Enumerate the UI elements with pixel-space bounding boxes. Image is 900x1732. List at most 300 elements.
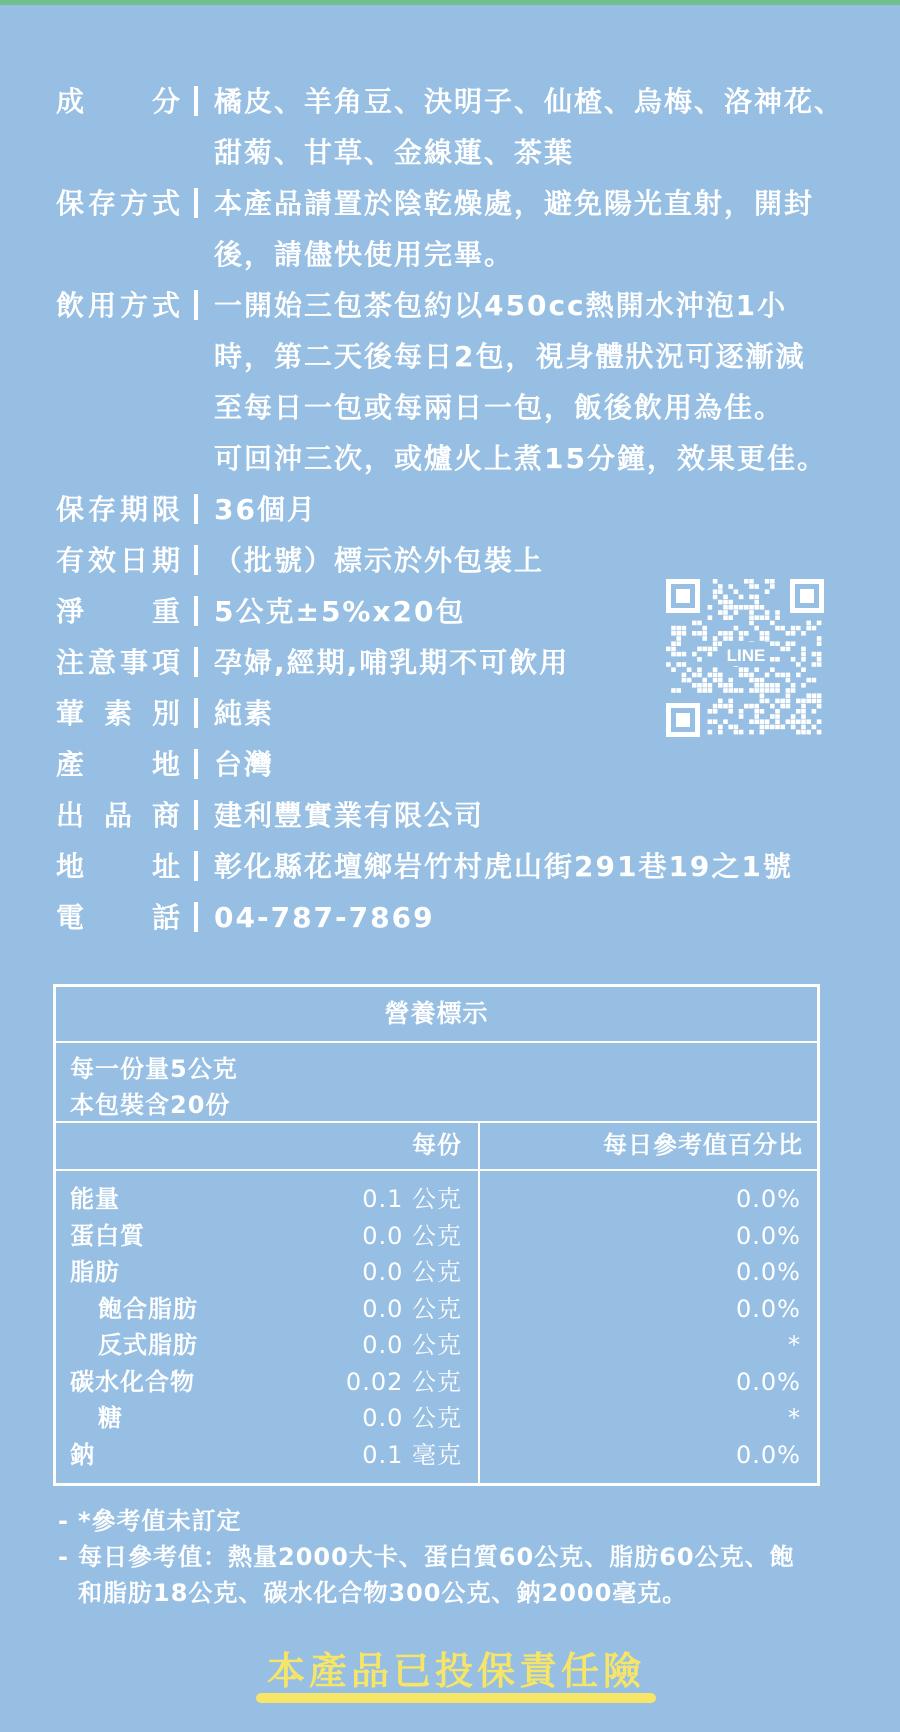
- qr-module: [760, 631, 765, 636]
- qr-module: [723, 636, 728, 641]
- qr-module: [775, 725, 780, 730]
- qr-module: [734, 688, 739, 693]
- qr-module: [708, 615, 713, 620]
- qr-module: [817, 730, 822, 735]
- qr-module: [817, 621, 822, 626]
- qr-module: [692, 673, 697, 678]
- spec-label-char: 出: [56, 799, 87, 832]
- qr-module: [791, 626, 796, 631]
- qr-module: [801, 657, 806, 662]
- qr-module: [713, 704, 718, 709]
- nutrient-name: 飽合脂肪: [98, 1294, 198, 1323]
- qr-module: [754, 600, 759, 605]
- qr-module: [697, 673, 702, 678]
- qr-module: [760, 719, 765, 724]
- qr-module: [671, 688, 676, 693]
- spec-value-line: 孕婦,經期,哺乳期不可飲用: [214, 646, 570, 679]
- qr-module: [671, 647, 676, 652]
- footnote-text: 每日參考值：熱量2000大卡、蛋白質60公克、脂肪60公克、飽: [78, 1543, 795, 1571]
- qr-module: [754, 704, 759, 709]
- qr-module: [817, 636, 822, 641]
- qr-module: [775, 657, 780, 662]
- qr-module: [739, 709, 744, 714]
- nutrient-daily-value: 0.0%: [736, 1440, 801, 1469]
- qr-module: [775, 626, 780, 631]
- qr-module: [812, 626, 817, 631]
- qr-module: [786, 688, 791, 693]
- spec-row: [56, 76, 876, 178]
- qr-module: [749, 719, 754, 724]
- qr-module: [739, 730, 744, 735]
- spec-label-char: 淨: [56, 595, 87, 628]
- spec-value: [214, 484, 876, 535]
- spec-label-char: 保: [56, 493, 87, 526]
- qr-module: [775, 610, 780, 615]
- qr-module: [692, 652, 697, 657]
- qr-module: [749, 678, 754, 683]
- qr-module: [780, 626, 785, 631]
- qr-module: [801, 709, 806, 714]
- daily-value-header: 每日參考值百分比: [603, 1131, 803, 1159]
- qr-module: [780, 725, 785, 730]
- qr-module: [770, 683, 775, 688]
- spec-row: [56, 739, 876, 790]
- qr-module: [697, 683, 702, 688]
- qr-module: [718, 631, 723, 636]
- label-divider-bar: [194, 188, 198, 218]
- servings-per-pack: 本包裝含20份: [70, 1091, 231, 1119]
- qr-module: [671, 667, 676, 672]
- qr-module: [796, 709, 801, 714]
- qr-module: [775, 699, 780, 704]
- nutrition-header-row: [56, 1123, 817, 1171]
- qr-module: [786, 631, 791, 636]
- serving-size: 每一份量5公克: [70, 1055, 238, 1083]
- nutrient-name: 能量: [70, 1185, 120, 1213]
- nutrient-amount: 0.0 公克: [362, 1331, 462, 1359]
- qr-module: [775, 719, 780, 724]
- qr-module: [749, 704, 754, 709]
- qr-module: [682, 662, 687, 667]
- qr-module: [728, 678, 733, 683]
- qr-module: [817, 719, 822, 724]
- qr-module: [713, 579, 718, 584]
- qr-module: [765, 699, 770, 704]
- nutrient-name: 脂肪: [70, 1258, 120, 1286]
- qr-module: [739, 595, 744, 600]
- spec-label: [56, 892, 182, 943]
- qr-module: [718, 641, 723, 646]
- label-divider-bar: [194, 290, 198, 320]
- qr-module: [765, 579, 770, 584]
- qr-module: [676, 636, 681, 641]
- qr-module: [801, 683, 806, 688]
- qr-module: [775, 673, 780, 678]
- line-qr-code[interactable]: [666, 579, 824, 737]
- qr-module: [812, 725, 817, 730]
- qr-module: [708, 688, 713, 693]
- qr-module: [723, 615, 728, 620]
- qr-module: [676, 631, 681, 636]
- qr-module: [682, 631, 687, 636]
- qr-module: [708, 647, 713, 652]
- qr-module: [749, 673, 754, 678]
- qr-module: [801, 667, 806, 672]
- qr-module: [770, 641, 775, 646]
- qr-module: [682, 626, 687, 631]
- label-divider-bar: [194, 494, 198, 524]
- spec-value-line: 一開始三包茶包約以450cc熱開水沖泡1小: [214, 289, 788, 322]
- spec-label: [56, 280, 182, 331]
- qr-module: [754, 714, 759, 719]
- top-accent-stripe: [0, 0, 900, 5]
- qr-module: [734, 589, 739, 594]
- spec-label: [56, 178, 182, 229]
- qr-module: [718, 673, 723, 678]
- nutrient-daily-value: 0.0%: [736, 1185, 801, 1213]
- spec-value-line: 至每日一包或每兩日一包，飯後飲用為佳。: [214, 391, 785, 424]
- nutrient-row: [56, 1291, 478, 1328]
- qr-module: [817, 641, 822, 646]
- spec-value-line: 36個月: [214, 493, 317, 526]
- spec-label-char: 意: [87, 646, 118, 679]
- qr-module: [786, 678, 791, 683]
- nutrient-row: [56, 1218, 478, 1255]
- spec-label-char: 地: [56, 850, 87, 883]
- qr-module: [786, 647, 791, 652]
- spec-label-char: 電: [56, 901, 87, 934]
- qr-module: [760, 725, 765, 730]
- qr-module: [697, 657, 702, 662]
- footnote-item: [58, 1539, 858, 1575]
- nutrient-name: 鈉: [70, 1440, 95, 1469]
- qr-module: [812, 699, 817, 704]
- qr-module: [765, 615, 770, 620]
- qr-module: [728, 584, 733, 589]
- qr-module: [775, 683, 780, 688]
- qr-module: [682, 652, 687, 657]
- qr-module: [718, 699, 723, 704]
- qr-module: [728, 709, 733, 714]
- qr-module: [806, 693, 811, 698]
- qr-module: [770, 657, 775, 662]
- spec-label-char: 重: [151, 595, 182, 628]
- spec-value: [214, 739, 876, 790]
- qr-module: [718, 725, 723, 730]
- qr-module: [708, 709, 713, 714]
- nutrition-body: [56, 1171, 817, 1485]
- qr-module: [760, 688, 765, 693]
- spec-row: [56, 841, 876, 892]
- spec-label-char: 式: [151, 289, 182, 322]
- spec-label-char: 保: [56, 187, 87, 220]
- qr-module: [770, 704, 775, 709]
- qr-module: [708, 673, 713, 678]
- qr-module: [723, 704, 728, 709]
- qr-module: [754, 626, 759, 631]
- spec-value-line: 本產品請置於陰乾燥處，避免陽光直射，開封: [214, 187, 815, 220]
- qr-module: [739, 714, 744, 719]
- qr-module: [817, 652, 822, 657]
- nutrient-daily-value: *: [788, 1404, 801, 1432]
- qr-module: [760, 709, 765, 714]
- spec-label-char: 別: [151, 697, 182, 730]
- qr-module: [780, 647, 785, 652]
- spec-label-char: 存: [87, 493, 118, 526]
- nutrient-amount: 0.1 公克: [362, 1185, 462, 1213]
- spec-value: [214, 841, 876, 892]
- qr-module: [749, 688, 754, 693]
- qr-module: [713, 636, 718, 641]
- qr-module: [817, 693, 822, 698]
- spec-row: [56, 280, 876, 484]
- qr-module: [760, 605, 765, 610]
- qr-module: [765, 610, 770, 615]
- qr-module: [723, 631, 728, 636]
- nutrient-amount: 0.02 公克: [345, 1367, 462, 1396]
- spec-value-line: 時，第二天後每日2包，視身體狀況可逐漸減: [214, 340, 806, 373]
- qr-module: [801, 714, 806, 719]
- qr-module: [744, 667, 749, 672]
- qr-module: [770, 579, 775, 584]
- qr-module: [713, 667, 718, 672]
- nutrient-amount: 0.0 公克: [362, 1221, 462, 1250]
- qr-module: [765, 725, 770, 730]
- qr-module: [739, 673, 744, 678]
- qr-module: [801, 704, 806, 709]
- spec-label-char: 注: [56, 646, 87, 679]
- qr-module: [812, 693, 817, 698]
- qr-module: [754, 719, 759, 724]
- qr-module: [728, 699, 733, 704]
- insurance-text: 本產品已投保責任險: [266, 1649, 645, 1693]
- qr-module: [754, 709, 759, 714]
- qr-module: [702, 683, 707, 688]
- qr-module: [728, 600, 733, 605]
- qr-module: [801, 631, 806, 636]
- qr-module: [786, 673, 791, 678]
- spec-label-char: 址: [151, 850, 182, 883]
- qr-module: [728, 605, 733, 610]
- spec-value-line: 04-787-7869: [214, 901, 435, 934]
- spec-label-char: 事: [119, 646, 150, 679]
- qr-finder-top-right: [790, 579, 824, 613]
- qr-module: [697, 647, 702, 652]
- nutrient-daily-value: 0.0%: [736, 1367, 801, 1396]
- line-logo-text: LINE: [726, 646, 766, 665]
- nutrient-name: 蛋白質: [70, 1221, 145, 1250]
- qr-module: [765, 688, 770, 693]
- spec-value: [214, 892, 876, 943]
- spec-value-line: （批號）標示於外包裝上: [214, 544, 545, 577]
- qr-module: [786, 693, 791, 698]
- qr-module: [801, 647, 806, 652]
- qr-module: [676, 641, 681, 646]
- qr-module: [708, 730, 713, 735]
- nutrient-amount: 0.0 公克: [362, 1404, 462, 1432]
- qr-module: [749, 621, 754, 626]
- qr-module: [801, 730, 806, 735]
- footnote-continuation: 和脂肪18公克、碳水化合物300公克、鈉2000毫克。: [78, 1579, 688, 1607]
- qr-module: [687, 678, 692, 683]
- qr-module: [786, 641, 791, 646]
- qr-module: [728, 631, 733, 636]
- footnote-item: [58, 1503, 858, 1539]
- qr-module: [692, 621, 697, 626]
- qr-module: [739, 667, 744, 672]
- qr-module: [734, 626, 739, 631]
- bullet-dash: -: [58, 1507, 69, 1535]
- qr-module: [708, 652, 713, 657]
- qr-module: [734, 725, 739, 730]
- qr-module: [682, 678, 687, 683]
- qr-module: [718, 704, 723, 709]
- qr-module: [796, 662, 801, 667]
- nutrient-amount: 0.0 公克: [362, 1294, 462, 1323]
- label-divider-bar: [194, 596, 198, 626]
- qr-module: [754, 678, 759, 683]
- qr-module: [734, 610, 739, 615]
- spec-label-char: 存: [87, 187, 118, 220]
- qr-module: [713, 641, 718, 646]
- qr-module: [723, 719, 728, 724]
- spec-label-char: 品: [103, 799, 134, 832]
- label-divider-bar: [194, 749, 198, 779]
- qr-module: [791, 688, 796, 693]
- spec-value: [214, 178, 876, 280]
- label-divider-bar: [194, 86, 198, 116]
- qr-module: [812, 709, 817, 714]
- spec-label: [56, 535, 182, 586]
- qr-module: [801, 719, 806, 724]
- nutrient-daily-value: *: [788, 1331, 801, 1359]
- qr-module: [749, 584, 754, 589]
- qr-module: [749, 595, 754, 600]
- spec-row: [56, 892, 876, 943]
- spec-label-char: 飲: [56, 289, 87, 322]
- qr-module: [796, 673, 801, 678]
- spec-value: [214, 280, 876, 484]
- qr-module: [786, 699, 791, 704]
- qr-module: [765, 673, 770, 678]
- qr-module: [760, 683, 765, 688]
- qr-module: [760, 699, 765, 704]
- spec-label-char: 用: [87, 289, 118, 322]
- qr-module: [760, 730, 765, 735]
- qr-module: [806, 719, 811, 724]
- spec-label: [56, 841, 182, 892]
- qr-module: [739, 631, 744, 636]
- qr-module: [765, 589, 770, 594]
- qr-module: [744, 605, 749, 610]
- qr-module: [817, 657, 822, 662]
- qr-module: [671, 631, 676, 636]
- qr-module: [775, 709, 780, 714]
- qr-module: [817, 699, 822, 704]
- qr-module: [702, 647, 707, 652]
- qr-module: [728, 683, 733, 688]
- qr-module: [780, 704, 785, 709]
- qr-module: [796, 730, 801, 735]
- qr-module: [702, 678, 707, 683]
- qr-module: [765, 636, 770, 641]
- qr-module: [676, 652, 681, 657]
- qr-module: [806, 678, 811, 683]
- spec-label-char: 產: [56, 748, 87, 781]
- qr-module: [734, 605, 739, 610]
- qr-module: [775, 688, 780, 693]
- spec-row: [56, 178, 876, 280]
- qr-module: [744, 631, 749, 636]
- qr-module: [749, 615, 754, 620]
- qr-module: [786, 704, 791, 709]
- qr-module: [713, 673, 718, 678]
- qr-module: [723, 610, 728, 615]
- spec-label-char: 項: [151, 646, 182, 679]
- qr-module: [749, 610, 754, 615]
- qr-module: [692, 631, 697, 636]
- qr-module: [728, 725, 733, 730]
- qr-module: [728, 636, 733, 641]
- qr-module: [806, 730, 811, 735]
- qr-module: [723, 683, 728, 688]
- serving-info: [56, 1043, 817, 1123]
- qr-module: [687, 667, 692, 672]
- nutrient-daily-value: 0.0%: [736, 1294, 801, 1323]
- qr-module: [765, 719, 770, 724]
- qr-module: [791, 631, 796, 636]
- bullet-dash: -: [58, 1543, 69, 1571]
- qr-module: [791, 657, 796, 662]
- qr-module: [754, 584, 759, 589]
- qr-module: [697, 667, 702, 672]
- qr-module: [718, 730, 723, 735]
- qr-module: [723, 595, 728, 600]
- qr-module: [780, 699, 785, 704]
- qr-module: [702, 636, 707, 641]
- nutrient-row: [56, 1327, 478, 1364]
- qr-module: [702, 688, 707, 693]
- qr-module: [796, 699, 801, 704]
- qr-module: [718, 683, 723, 688]
- qr-module: [791, 683, 796, 688]
- qr-module: [754, 688, 759, 693]
- qr-module: [754, 683, 759, 688]
- spec-value: [214, 790, 876, 841]
- spec-label-char: 效: [87, 544, 118, 577]
- qr-module: [796, 719, 801, 724]
- qr-module: [817, 662, 822, 667]
- spec-value-line: 彰化縣花壇鄉岩竹村虎山街291巷19之1號: [214, 850, 793, 883]
- nutrient-name: 碳水化合物: [70, 1367, 195, 1396]
- qr-module: [739, 688, 744, 693]
- qr-module: [708, 683, 713, 688]
- qr-module: [770, 688, 775, 693]
- qr-module: [697, 621, 702, 626]
- spec-label-char: 式: [151, 187, 182, 220]
- spec-value-line: 可回沖三次，或爐火上煮15分鐘，效果更佳。: [214, 442, 827, 475]
- nutrient-amount: 0.1 毫克: [362, 1440, 462, 1469]
- qr-module: [791, 719, 796, 724]
- spec-label-char: 期: [151, 544, 182, 577]
- qr-module: [739, 605, 744, 610]
- qr-module: [708, 719, 713, 724]
- nutrient-amount: 0.0 公克: [362, 1258, 462, 1286]
- qr-module: [682, 673, 687, 678]
- qr-module: [770, 667, 775, 672]
- qr-module: [806, 621, 811, 626]
- spec-label-char: 葷: [56, 697, 87, 730]
